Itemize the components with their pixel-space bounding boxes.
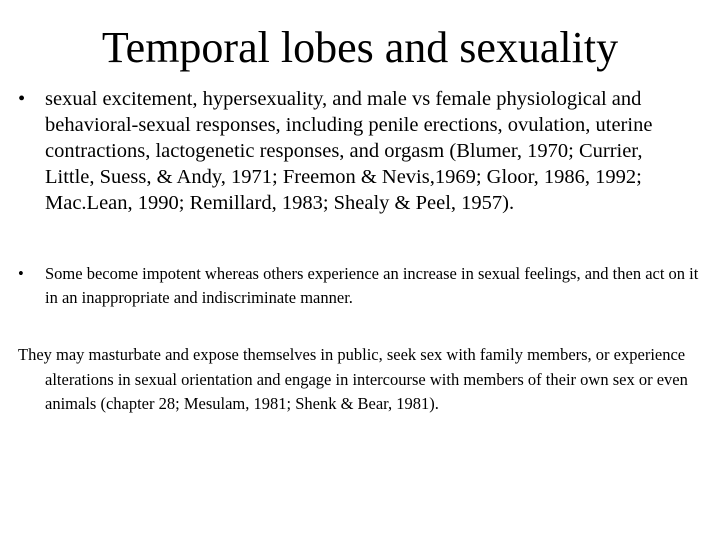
bullet-item-2 bbox=[18, 262, 708, 310]
slide-title: Temporal lobes and sexuality bbox=[101, 23, 619, 72]
bullet-marker: • bbox=[18, 88, 26, 110]
bullet-item-1 bbox=[18, 86, 708, 216]
body-paragraph: They may masturbate and expose themselves in public, seek sex with family members, or experience alterations in sexual orientation and engage in intercourse with members of their own sex or even animals (chapter 28; Mesulam, 1981; Shenk & Bear, 1981). bbox=[18, 345, 688, 413]
bullet-text: Some become impotent whereas others experience an increase in sexual feelings, and then act on it in an inappropriate and indiscriminate manner. bbox=[45, 264, 699, 307]
bullet-text: sexual excitement, hypersexuality, and male vs female physiological and behavioral-sexual responses, including penile erections, ovulation, uterine contractions, lactogenetic responses, and orgasm (Blumer, 1970; Currier, Little, Suess, & Andy, 1971; Freemon & Nevis,1969; Gloor, 1986, 1992; Mac.Lean, 1990; Remillard, 1983; Shealy & Peel, 1957). bbox=[45, 88, 653, 214]
bullet-marker: • bbox=[18, 264, 24, 283]
